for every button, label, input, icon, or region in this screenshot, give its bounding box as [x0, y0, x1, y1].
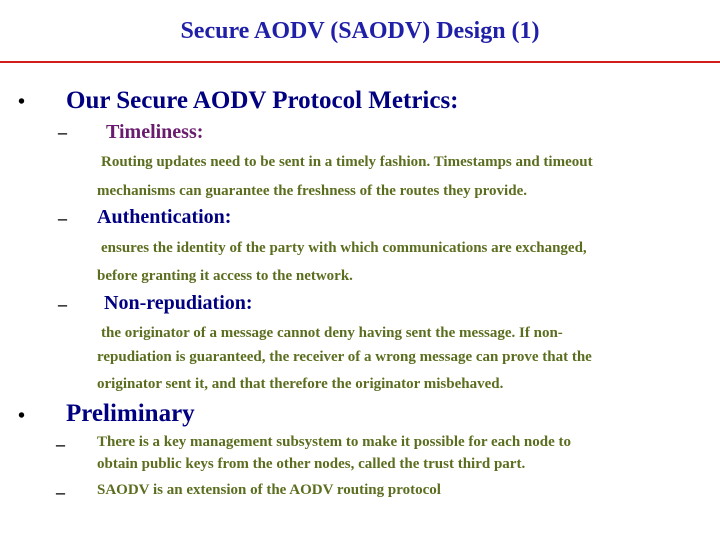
preliminary-item-1-line-2: obtain public keys from the other nodes, called the trust third part.	[97, 456, 526, 472]
timeliness-label: Timeliness:	[106, 121, 204, 143]
non-repudiation-line-3: originator sent it, and that therefore the originator misbehaved.	[97, 376, 504, 392]
preliminary-item-1-line-1: There is a key management subsystem to make it possible for each node to	[97, 434, 572, 450]
non-repudiation-line-1: the originator of a message cannot deny having sent the message. If non-	[101, 325, 563, 341]
preliminary-heading: Preliminary	[66, 400, 195, 427]
bullet-metrics: •	[18, 91, 26, 113]
dash-timeliness: –	[58, 122, 67, 142]
preliminary-item-2-line-1: SAODV is an extension of the AODV routing protocol	[97, 482, 441, 498]
dash-preliminary-1: –	[56, 434, 65, 454]
authentication-label: Authentication:	[97, 206, 232, 228]
metrics-heading: Our Secure AODV Protocol Metrics:	[66, 87, 459, 114]
timeliness-line-2: mechanisms can guarantee the freshness of the routes they provide.	[97, 183, 527, 199]
authentication-line-2: before granting it access to the network.	[97, 268, 353, 284]
authentication-line-1: ensures the identity of the party with which communications are exchanged,	[101, 240, 587, 256]
title-divider	[0, 61, 720, 63]
dash-authentication: –	[58, 208, 67, 228]
dash-non-repudiation: –	[58, 294, 67, 314]
non-repudiation-line-2: repudiation is guaranteed, the receiver of a wrong message can prove that the	[97, 349, 592, 365]
slide-title: Secure AODV (SAODV) Design (1)	[180, 18, 540, 44]
timeliness-line-1: Routing updates need to be sent in a timely fashion. Timestamps and timeout	[101, 154, 593, 170]
non-repudiation-label: Non-repudiation:	[104, 292, 253, 314]
dash-preliminary-2: –	[56, 482, 65, 502]
bullet-preliminary: •	[18, 405, 26, 427]
